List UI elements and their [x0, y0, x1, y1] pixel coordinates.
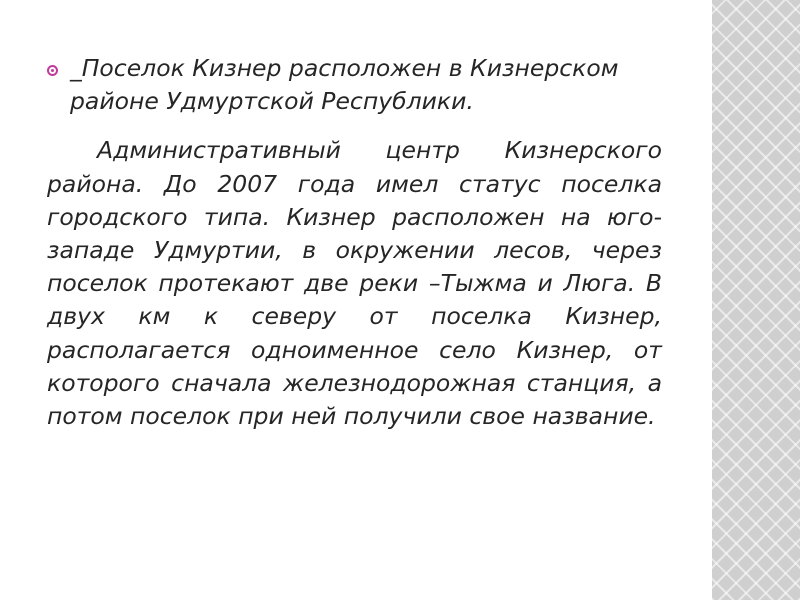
bullet-item	[47, 52, 662, 118]
bullet-text: _Поселок Кизнер расположен в Кизнерском районе Удмуртской Республики.	[70, 54, 619, 116]
slide-body	[47, 52, 662, 433]
decorative-side-band	[712, 0, 800, 600]
body-paragraph: Административный центр Кизнерского района. До 2007 года имел статус поселка городского типа. Кизнер расположен на юго-западе Удмуртии, в окружении лесов, через поселок протекают две реки –Тыжма и Люга. В двух км к северу от поселка Кизнер, располагается одноименное село Кизнер, от которого сначала железнодорожная станция, а потом поселок при ней получили свое название.	[47, 136, 662, 431]
ring-bullet-icon	[47, 65, 58, 76]
